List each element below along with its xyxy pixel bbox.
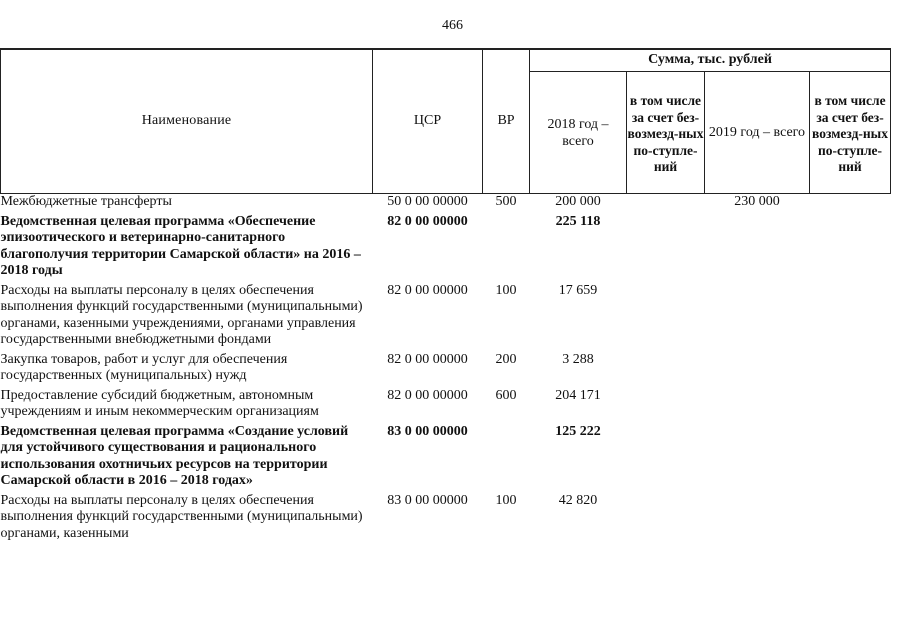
row-name: Расходы на выплаты персоналу в целях обеспечения выполнения функций государственными (муниципальными) органами, казенными учреждениями, органами управления государственными внебюджетными фондами bbox=[0, 282, 363, 347]
row-2018-total: 125 222 bbox=[555, 423, 601, 439]
row-2019-free bbox=[810, 422, 891, 491]
header-2019-total: 2019 год – всего bbox=[705, 72, 810, 194]
table-row bbox=[1, 281, 891, 350]
row-2018-free bbox=[627, 212, 705, 281]
row-csr: 82 0 00 00000 bbox=[387, 213, 468, 229]
row-2019-total bbox=[705, 386, 810, 422]
row-vr bbox=[483, 212, 530, 281]
row-name: Ведомственная целевая программа «Создание условий для устойчивого существования и рационального использования охотничьих ресурсов на территории Самарской области в 2016 – 2018 годах» bbox=[0, 423, 349, 488]
row-vr: 200 bbox=[495, 351, 517, 367]
row-2019-free bbox=[810, 350, 891, 386]
row-2019-free bbox=[810, 386, 891, 422]
table-row bbox=[1, 422, 891, 491]
table-row bbox=[1, 350, 891, 386]
row-name: Предоставление субсидий бюджетным, автономным учреждениям и иным некоммерческим организациям bbox=[0, 387, 319, 419]
row-2018-total: 42 820 bbox=[558, 492, 598, 508]
row-2018-free bbox=[627, 350, 705, 386]
header-name: Наименование bbox=[1, 49, 373, 194]
row-2019-total bbox=[705, 212, 810, 281]
row-2018-total: 225 118 bbox=[555, 213, 601, 229]
row-2018-free bbox=[627, 491, 705, 544]
row-vr: 100 bbox=[495, 282, 517, 298]
row-csr: 83 0 00 00000 bbox=[387, 423, 468, 439]
row-vr bbox=[483, 422, 530, 491]
row-2018-total: 3 288 bbox=[562, 351, 594, 367]
row-2018-free bbox=[627, 386, 705, 422]
table-row bbox=[1, 386, 891, 422]
row-csr: 50 0 00 00000 bbox=[387, 194, 468, 209]
row-vr: 100 bbox=[495, 492, 517, 508]
row-2019-free bbox=[810, 491, 891, 544]
table-row bbox=[1, 194, 891, 212]
header-2019-free: в том числе за счет без-возмезд-ных по-ступле-ний bbox=[810, 72, 891, 194]
header-sum-group: Сумма, тыс. рублей bbox=[530, 49, 891, 72]
row-2019-total bbox=[705, 350, 810, 386]
table-body bbox=[1, 194, 891, 544]
table-row bbox=[1, 212, 891, 281]
row-name: Межбюджетные трансферты bbox=[0, 194, 172, 209]
row-2019-total bbox=[705, 491, 810, 544]
page-number: 466 bbox=[442, 18, 463, 33]
row-name: Закупка товаров, работ и услуг для обеспечения государственных (муниципальных) нужд bbox=[0, 351, 288, 383]
row-csr: 83 0 00 00000 bbox=[387, 492, 468, 508]
row-2019-free bbox=[810, 281, 891, 350]
table-header bbox=[1, 49, 891, 194]
row-2019-total bbox=[705, 422, 810, 491]
budget-table bbox=[0, 48, 891, 543]
row-csr: 82 0 00 00000 bbox=[387, 282, 468, 298]
row-vr: 500 bbox=[495, 194, 517, 209]
header-2018-total: 2018 год – всего bbox=[530, 72, 627, 194]
row-2019-free bbox=[810, 212, 891, 281]
row-csr: 82 0 00 00000 bbox=[387, 351, 468, 367]
row-2019-total bbox=[705, 281, 810, 350]
row-vr: 600 bbox=[495, 387, 517, 403]
row-2018-total: 17 659 bbox=[558, 282, 598, 298]
header-csr: ЦСР bbox=[373, 49, 483, 194]
row-2018-free bbox=[627, 194, 705, 212]
row-csr: 82 0 00 00000 bbox=[387, 387, 468, 403]
row-2018-free bbox=[627, 422, 705, 491]
header-2018-free: в том числе за счет без-возмезд-ных по-ступле-ний bbox=[627, 72, 705, 194]
row-2019-total: 230 000 bbox=[734, 194, 780, 209]
table-row bbox=[1, 491, 891, 544]
row-2018-total: 204 171 bbox=[555, 387, 601, 403]
row-name: Расходы на выплаты персоналу в целях обеспечения выполнения функций государственными (муниципальными) органами, казенными bbox=[0, 492, 363, 541]
row-name: Ведомственная целевая программа «Обеспечение эпизоотического и ветеринарно-санитарного благополучия территории Самарской области» на 2016 –2018 годы bbox=[0, 213, 361, 278]
row-2018-free bbox=[627, 281, 705, 350]
row-2019-free bbox=[810, 194, 891, 212]
header-vr: ВР bbox=[483, 49, 530, 194]
row-2018-total: 200 000 bbox=[555, 194, 601, 209]
